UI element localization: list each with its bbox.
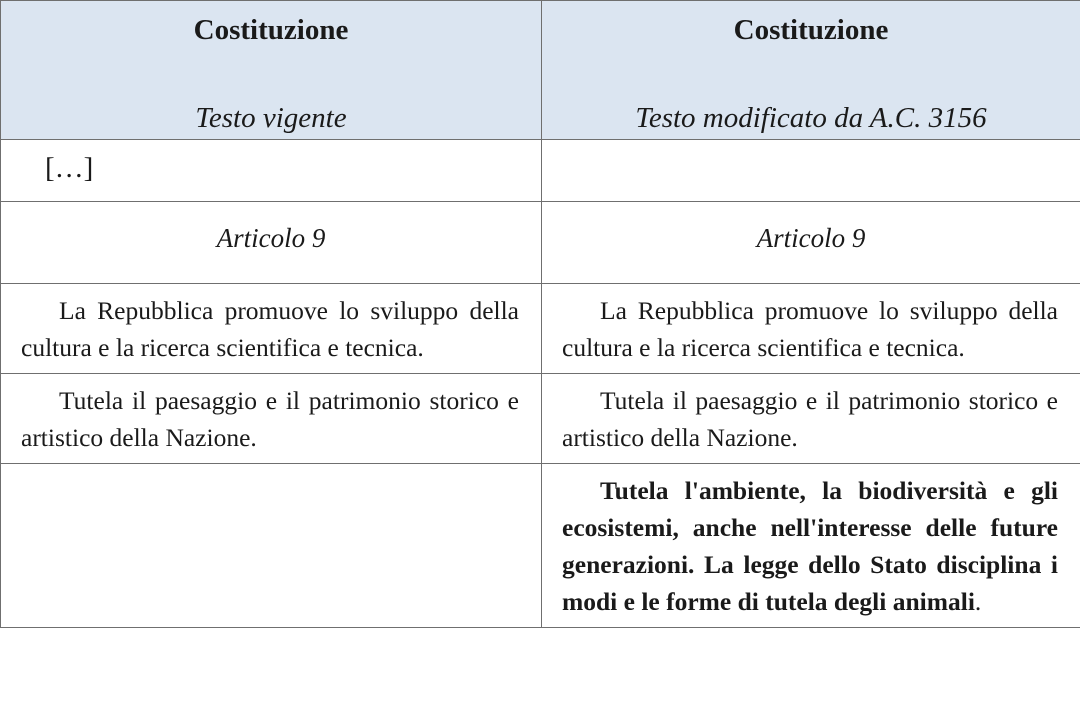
paragraph-1-cell-current [1,284,542,374]
paragraph-1-modified: La Repubblica promuove lo sviluppo della cultura e la ricerca scientifica e tecnica. [562,296,1058,362]
header-cell-current [1,1,542,140]
paragraph-3-modified-period: . [974,587,982,616]
ellipsis-text: […] [45,152,94,184]
paragraph-3-modified [542,464,1080,627]
paragraph-row-2 [1,374,1080,464]
article-cell-modified [542,202,1080,284]
paragraph-2-cell-modified [542,374,1080,464]
paragraph-1-cell-modified [542,284,1080,374]
paragraph-row-1 [1,284,1080,374]
article-heading-modified: Articolo 9 [756,223,866,253]
paragraph-3-cell-current-empty [1,464,542,628]
header-subtitle-current: Testo vigente [195,102,347,134]
ellipsis-row [1,140,1080,202]
header-subtitle-modified: Testo modificato da A.C. 3156 [635,102,987,134]
header-title-current: Costituzione [193,14,349,46]
header-title-modified: Costituzione [733,14,889,46]
paragraph-2-cell-current [1,374,542,464]
paragraph-3-cell-modified [542,464,1080,628]
article-heading-current: Articolo 9 [216,223,326,253]
paragraph-3-modified-text: Tutela l'ambiente, la biodiversità e gli ecosistemi, anche nell'interesse delle future generazioni. La legge dello Stato disciplina i modi e le forme di tutela degli animali [562,476,1058,616]
ellipsis-cell-modified [542,140,1080,202]
paragraph-2-current: Tutela il paesaggio e il patrimonio storico e artistico della Nazione. [21,386,519,452]
paragraph-row-3 [1,464,1080,628]
header-cell-modified [542,1,1080,140]
paragraph-1-current: La Repubblica promuove lo sviluppo della cultura e la ricerca scientifica e tecnica. [21,296,519,362]
ellipsis-cell-current [1,140,542,202]
paragraph-2-modified: Tutela il paesaggio e il patrimonio storico e artistico della Nazione. [562,386,1058,452]
article-row [1,202,1080,284]
header-row [1,1,1080,140]
article-cell-current [1,202,542,284]
